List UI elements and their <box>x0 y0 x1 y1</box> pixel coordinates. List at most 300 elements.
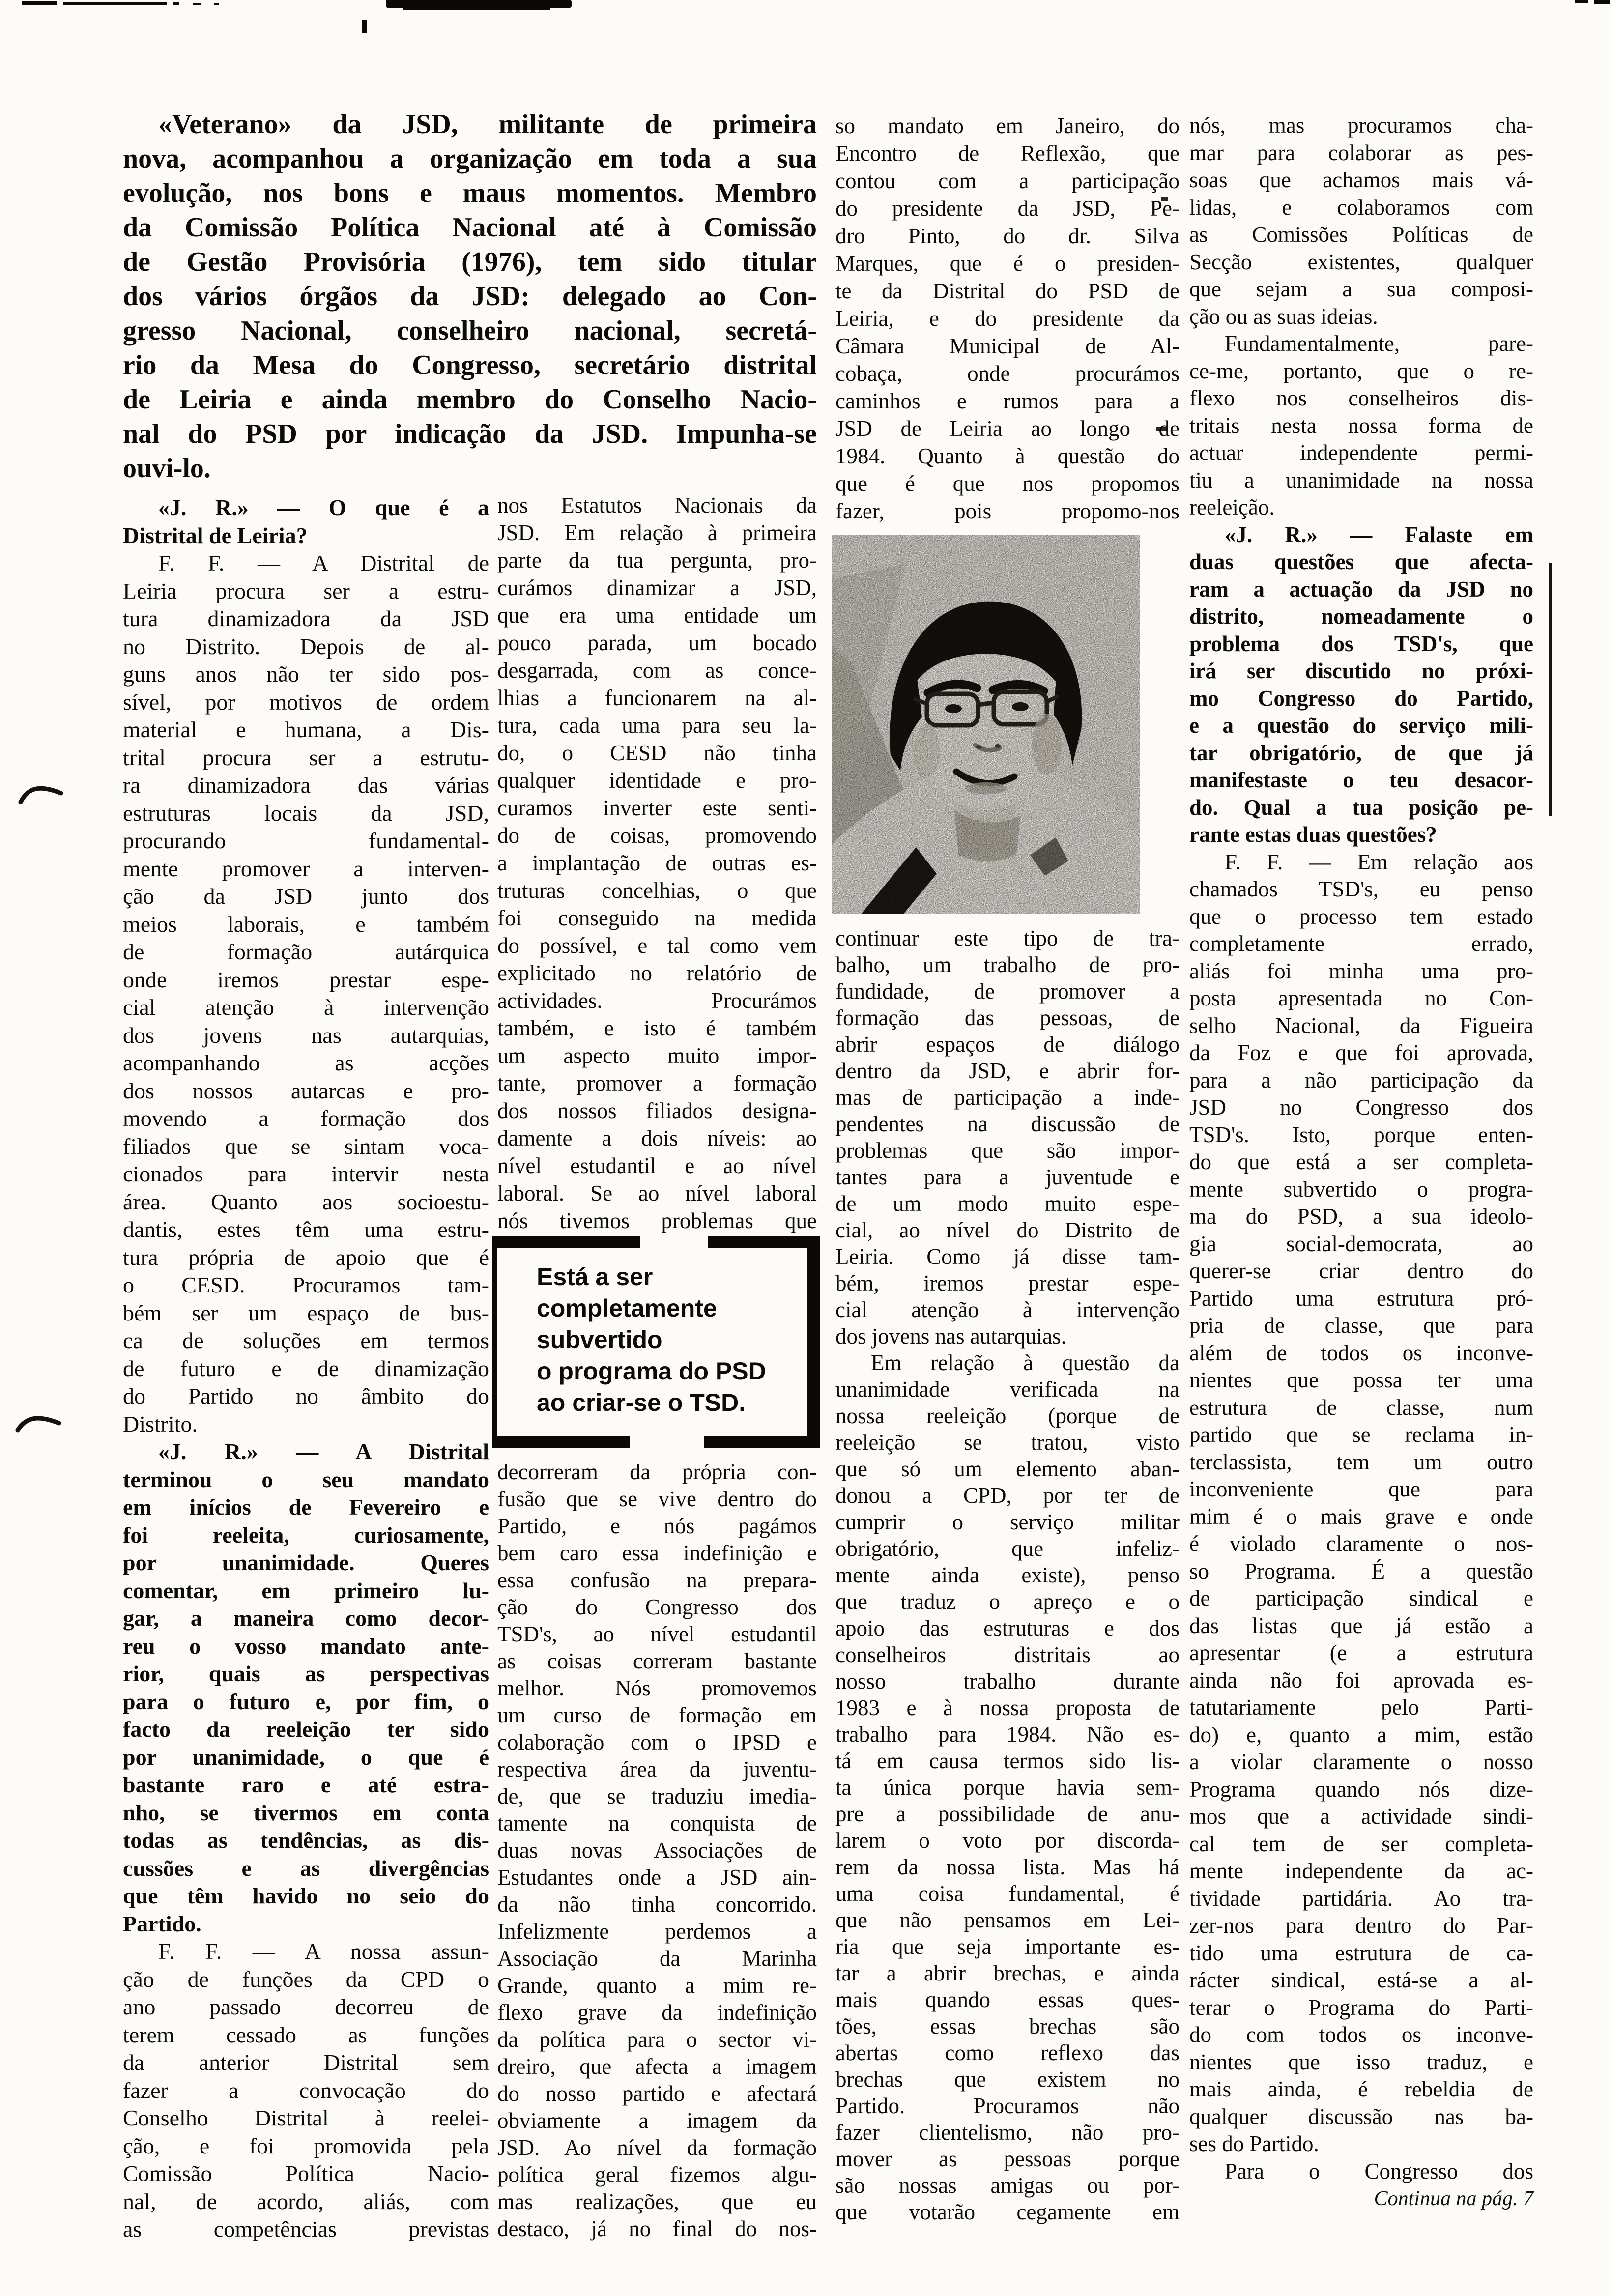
text-line: nós tivemos problemas que <box>497 1208 817 1233</box>
text-line: tura própria de apoio que é <box>123 1244 489 1270</box>
text-line: terar o Programa do Parti- <box>1189 1995 1533 2020</box>
text-line: nível estudantil e ao nível <box>497 1153 817 1178</box>
text-line: Leiria, e do presidente da <box>835 306 1180 331</box>
text-line: mas realizações, que eu <box>497 2189 817 2214</box>
text-line: 1983 e à nossa proposta de <box>835 1695 1180 1720</box>
text-line: cumprir o serviço militar <box>835 1510 1180 1534</box>
text-line: nientes que isso traduz, e <box>1189 2049 1533 2074</box>
text-line: duas novas Associações de <box>497 1838 817 1863</box>
text-line: rácter sindical, está-se a al- <box>1189 1968 1533 1992</box>
text-line: conselheiros distritais ao <box>835 1642 1180 1667</box>
text-line: que traduz o apreço e o <box>835 1589 1180 1614</box>
text-line: a violar claramente o nosso <box>1189 1750 1533 1774</box>
text-block <box>1189 2158 1533 2185</box>
text-line: tividade partidária. Ao tra- <box>1189 1886 1533 1911</box>
text-line: tante, promover a formação <box>497 1071 817 1095</box>
text-line: cial atenção à intervenção <box>123 995 489 1020</box>
text-line: destaco, já no final do nos- <box>497 2216 817 2241</box>
text-line: ta única porque havia sem- <box>835 1775 1180 1800</box>
text-line: flexo nos conselheiros dis- <box>1189 386 1533 410</box>
text-line: de futuro e de dinamização <box>123 1355 489 1381</box>
column-2-lower <box>497 1459 817 2242</box>
text-line: acompanhando as acções <box>123 1050 489 1075</box>
pull-quote-border <box>704 1436 820 1448</box>
text-line: nosso trabalho durante <box>835 1669 1180 1693</box>
text-line: Infelizmente perdemos a <box>497 1919 817 1944</box>
text-line: bém, iremos prestar espe- <box>835 1271 1180 1295</box>
text-line: e a questão do serviço mili- <box>1189 713 1533 738</box>
text-line: actividades. Procurámos <box>497 988 817 1013</box>
text-block <box>497 1459 817 2242</box>
text-block <box>1189 112 1533 521</box>
text-line: bastante raro e até estra- <box>123 1772 489 1797</box>
text-line: do possível, e tal como vem <box>497 933 817 958</box>
text-line: tar obrigatório, de que já <box>1189 740 1533 765</box>
text-line: filiados que se sintam voca- <box>123 1133 489 1159</box>
text-line: área. Quanto aos socioestu- <box>123 1189 489 1214</box>
text-line: do) e, quanto a mim, estão <box>1189 1722 1533 1747</box>
margin-mark <box>15 1411 62 1437</box>
pull-quote-border <box>708 1236 820 1248</box>
text-line: donou a CPD, por ter de <box>835 1483 1180 1508</box>
text-line: apresentar (e a estrutura <box>1189 1640 1533 1665</box>
text-line: mente promover a interven- <box>123 856 489 881</box>
text-line: tá em causa termos sido lis- <box>835 1749 1180 1773</box>
text-line: larem o voto por discorda- <box>835 1828 1180 1853</box>
text-line: Estudantes onde a JSD ain- <box>497 1865 817 1890</box>
text-line: colaboração com o IPSD e <box>497 1730 817 1754</box>
text-line: que só um elemento aban- <box>835 1457 1180 1481</box>
text-line: tura, cada uma para seu la- <box>497 713 817 738</box>
text-line: partido que se reclama in- <box>1189 1422 1533 1447</box>
text-line: essa confusão na prepara- <box>497 1568 817 1592</box>
text-block <box>835 925 1180 1349</box>
text-line: Distrito. <box>123 1411 198 1436</box>
text-line: do que está a ser completa- <box>1189 1149 1533 1174</box>
text-line: rio da Mesa do Congresso, secretário distrital <box>123 350 817 380</box>
text-line: terclassista, tem um outro <box>1189 1449 1533 1474</box>
text-line: reeleição se tratou, visto <box>835 1430 1180 1455</box>
text-line: balho, um trabalho de pro- <box>835 952 1180 977</box>
text-line: Distrital de Leiria? <box>123 522 308 548</box>
text-line: tritais nesta nossa forma de <box>1189 413 1533 438</box>
text-block <box>123 1938 489 2243</box>
question-block <box>123 494 489 549</box>
text-line: para a não participação da <box>1189 1067 1533 1092</box>
text-line: para o futuro e, por fim, o <box>123 1689 489 1714</box>
text-line: Grande, quanto a mim re- <box>497 1973 817 1998</box>
text-line: truturas concelhias, o que <box>497 878 817 903</box>
text-line: de Gestão Provisória (1976), tem sido titular <box>123 247 817 277</box>
text-line: Comissão Política Nacio- <box>123 2161 489 2186</box>
text-line: que era uma entidade um <box>497 603 817 628</box>
text-line: mente independente da ac- <box>1189 1859 1533 1883</box>
text-line: cal tem de ser completa- <box>1189 1831 1533 1856</box>
text-line: fazer a convocação do <box>123 2077 489 2103</box>
text-line: cussões e as divergências <box>123 1855 489 1881</box>
text-line: nós, mas procuramos cha- <box>1189 113 1533 138</box>
scan-artifact <box>1575 0 1588 3</box>
text-line: ção do Congresso dos <box>497 1595 817 1619</box>
text-line: ra dinamizadora das várias <box>123 773 489 798</box>
text-line: facto da reeleição ter sido <box>123 1717 489 1742</box>
text-line: tido uma estrutura de ca- <box>1189 1940 1533 1965</box>
scan-artifact <box>173 2 179 5</box>
text-line: que votarão cegamente em <box>835 2200 1180 2224</box>
text-line: so mandato em Janeiro, do <box>835 114 1180 138</box>
text-line: lidas, e colaboramos com <box>1189 195 1533 220</box>
text-line: F. F. — A Distrital de <box>158 550 489 575</box>
text-line: bem caro essa indefinição e <box>497 1541 817 1565</box>
text-line: da política para o sector vi- <box>497 2027 817 2052</box>
text-line: onde iremos prestar espe- <box>123 967 489 992</box>
text-block <box>835 112 1180 525</box>
text-line: ção da JSD junto dos <box>123 884 489 909</box>
text-line: problemas que são impor- <box>835 1138 1180 1163</box>
text-line: de Leiria e ainda membro do Conselho Nacio- <box>123 384 817 415</box>
text-line: em inícios de Fevereiro e <box>123 1494 489 1520</box>
text-line: cial atenção à intervenção <box>835 1297 1180 1322</box>
text-line: caminhos e rumos para a <box>835 389 1180 413</box>
text-line: nal, de acordo, aliás, com <box>123 2188 489 2214</box>
text-line: Em relação à questão da <box>871 1350 1180 1375</box>
text-line: TSD's. Isto, porque enten- <box>1189 1122 1533 1147</box>
text-line: parte da tua pergunta, pro- <box>497 548 817 573</box>
text-line: gresso Nacional, conselheiro nacional, secretá- <box>123 316 817 346</box>
text-line: dantis, estes têm uma estru- <box>123 1217 489 1242</box>
text-line: as competências previstas <box>123 2216 489 2241</box>
text-line: zer-nos para dentro do Par- <box>1189 1913 1533 1938</box>
text-line: trabalho para 1984. Não es- <box>835 1722 1180 1747</box>
text-line: dos nossos autarcas e pro- <box>123 1078 489 1103</box>
text-line: política geral fizemos algu- <box>497 2162 817 2187</box>
text-line: ses do Partido. <box>1189 2131 1319 2156</box>
text-line: cial, ao nível do Distrito de <box>835 1218 1180 1242</box>
text-line: flexo grave da indefinição <box>497 2000 817 2025</box>
text-line: dreiro, que afecta a imagem <box>497 2054 817 2079</box>
text-line: cobaça, onde procurámos <box>835 361 1180 386</box>
text-line: evolução, nos bons e maus momentos. Membro <box>123 178 817 208</box>
text-line: ca de soluções em termos <box>123 1328 489 1353</box>
text-block <box>835 1349 1180 2225</box>
column-1 <box>123 494 489 2243</box>
text-line: mim é o mais grave e onde <box>1189 1504 1533 1529</box>
text-line: tatutariamente pelo Parti- <box>1189 1695 1533 1720</box>
text-line: um curso de formação em <box>497 1703 817 1727</box>
text-line: aliás foi minha uma pro- <box>1189 958 1533 983</box>
text-line: «Veterano» da JSD, militante de primeira <box>158 109 817 140</box>
pull-quote-line: o programa do PSD <box>537 1357 766 1385</box>
text-line: Conselho Distrital à reelei- <box>123 2105 489 2130</box>
text-line: da Comissão Política Nacional até à Comissão <box>123 212 817 243</box>
text-line: F. F. — Em relação aos <box>1225 849 1533 874</box>
margin-mark <box>18 782 65 808</box>
text-line: que não pensamos em Lei- <box>835 1908 1180 1932</box>
text-line: Câmara Municipal de Al- <box>835 334 1180 358</box>
text-line: material e humana, a Dis- <box>123 717 489 742</box>
text-line: todas as tendências, as dis- <box>123 1828 489 1853</box>
scan-artifact <box>22 1 57 5</box>
text-line: reu o vosso mandato ante- <box>123 1633 489 1659</box>
text-line: que é que nos propomos <box>835 471 1180 496</box>
text-line: fusão que se vive dentro do <box>497 1487 817 1511</box>
text-line: mover as pessoas porque <box>835 2147 1180 2171</box>
text-line: problema dos TSD's, que <box>1189 631 1533 656</box>
text-line: mais quando essas ques- <box>835 1987 1180 2012</box>
text-line: terminou o seu mandato <box>123 1466 489 1492</box>
text-line: que têm havido no seio do <box>123 1883 489 1908</box>
text-line: TSD's, ao nível estudantil <box>497 1622 817 1646</box>
text-line: Para o Congresso dos <box>1225 2158 1533 2183</box>
text-line: qualquer identidade e pro- <box>497 768 817 793</box>
text-line: chamados TSD's, eu penso <box>1189 877 1533 901</box>
text-line: comentar, em primeiro lu- <box>123 1578 489 1603</box>
column-2-upper <box>497 491 817 1234</box>
text-line: actuar independente permi- <box>1189 440 1533 465</box>
text-line: JSD. Ao nível da formação <box>497 2135 817 2160</box>
scan-artifact <box>1594 0 1610 4</box>
text-line: qualquer discussão nas ba- <box>1189 2104 1533 2129</box>
text-line: do. Qual a tua posição pe- <box>1189 795 1533 820</box>
column-3-upper <box>835 112 1180 525</box>
text-line: trital procura ser a estrutu- <box>123 745 489 770</box>
text-line: nos Estatutos Nacionais da <box>497 493 817 517</box>
text-block <box>123 549 489 1438</box>
text-line: de formação autárquica <box>123 939 489 964</box>
text-line: respectiva área da juventu- <box>497 1757 817 1781</box>
text-line: do Partido no âmbito do <box>123 1383 489 1408</box>
pull-quote-border <box>492 1436 630 1448</box>
text-line: do com todos os inconve- <box>1189 2022 1533 2047</box>
margin-rule <box>1549 563 1552 816</box>
text-line: dos vários órgãos da JSD: delegado ao Con- <box>123 281 817 312</box>
text-line: movendo a formação dos <box>123 1106 489 1131</box>
portrait-photo <box>832 535 1140 914</box>
text-line: ainda não foi aprovada es- <box>1189 1667 1533 1693</box>
text-line: rior, quais as perspectivas <box>123 1661 489 1686</box>
text-line: tões, essas brechas são <box>835 2014 1180 2038</box>
text-line: além de todos os inconve- <box>1189 1340 1533 1365</box>
text-line: tar a abrir brechas, e ainda <box>835 1961 1180 1985</box>
text-line: da Foz e que foi aprovada, <box>1189 1040 1533 1065</box>
text-line: Partido, e nós pagámos <box>497 1514 817 1538</box>
text-line: fazer, pois propomo-nos <box>835 499 1180 523</box>
pull-quote-border <box>492 1236 497 1448</box>
text-line: ma do PSD, a sua ideolo- <box>1189 1204 1533 1229</box>
text-line: ção de funções da CPD o <box>123 1966 489 1992</box>
text-line: tiu a unanimidade na nossa <box>1189 467 1533 492</box>
text-line: mos que a actividade sindi- <box>1189 1804 1533 1829</box>
text-line: foi reeleita, curiosamente, <box>123 1522 489 1548</box>
text-line: contou com a participação <box>835 169 1180 193</box>
text-line: JSD no Congresso dos <box>1189 1095 1533 1119</box>
text-line: as coisas correram bastante <box>497 1649 817 1673</box>
text-line: por unanimidade. Queres <box>123 1550 489 1575</box>
text-block <box>497 491 817 1234</box>
text-line: mente subvertido o progra- <box>1189 1177 1533 1202</box>
text-line: ano passado decorreu de <box>123 1994 489 2019</box>
text-line: JSD de Leiria ao longo de <box>835 416 1180 441</box>
question-block <box>123 1438 489 1938</box>
text-line: é violado claramente o nos- <box>1189 1531 1533 1556</box>
text-line: curamos inverter este senti- <box>497 796 817 820</box>
text-line: terem cessado as funções <box>123 2022 489 2047</box>
text-line: abrir espaços de diálogo <box>835 1032 1180 1057</box>
text-line: laboral. Se ao nível laboral <box>497 1181 817 1205</box>
text-line: apoio das estruturas e dos <box>835 1616 1180 1640</box>
text-line: Fundamentalmente, pare- <box>1225 331 1533 356</box>
scan-artifact <box>63 2 167 5</box>
text-line: ção ou as suas ideias. <box>1189 304 1378 329</box>
text-line: pendentes na discussão de <box>835 1112 1180 1136</box>
column-3-lower <box>835 925 1180 2225</box>
text-line: ria que seja importante es- <box>835 1934 1180 1959</box>
text-line: «J. R.» — O que é a <box>158 495 489 520</box>
text-line: querer-se criar dentro do <box>1189 1259 1533 1283</box>
pull-quote-box <box>492 1236 820 1448</box>
scan-artifact <box>403 7 550 10</box>
text-line: ção, e foi promovida pela <box>123 2133 489 2158</box>
text-line: inconveniente que para <box>1189 1477 1533 1501</box>
text-line: rem da nossa lista. Mas há <box>835 1855 1180 1879</box>
text-line: um aspecto muito impor- <box>497 1043 817 1068</box>
text-line: das listas que já estão a <box>1189 1613 1533 1638</box>
text-line: do de coisas, promovendo <box>497 823 817 848</box>
text-line: ouvi-lo. <box>123 453 211 484</box>
text-line: soas que achamos mais vá- <box>1189 168 1533 192</box>
pull-quote-line: subvertido <box>537 1326 662 1353</box>
text-line: desgarrada, com as conce- <box>497 658 817 683</box>
text-line: do presidente da JSD, Pe- <box>835 196 1180 221</box>
text-line: lhias a funcionarem na al- <box>497 686 817 710</box>
question-block <box>123 107 817 486</box>
text-line: cionados para intervir nesta <box>123 1161 489 1186</box>
text-line: dos jovens nas autarquias, <box>123 1022 489 1048</box>
text-line: manifestaste o teu desacor- <box>1189 768 1533 792</box>
text-line: te da Distrital do PSD de <box>835 279 1180 303</box>
text-line: as Comissões Políticas de <box>1189 222 1533 247</box>
text-line: são nossas amigas ou por- <box>835 2173 1180 2198</box>
intro-paragraph <box>123 107 817 486</box>
text-line: por unanimidade, o que é <box>123 1744 489 1770</box>
text-line: da anterior Distrital sem <box>123 2050 489 2075</box>
text-line: pria de classe, que para <box>1189 1313 1533 1338</box>
text-line: «J. R.» — Falaste em <box>1225 522 1533 547</box>
text-line: dos jovens nas autarquias. <box>835 1324 1066 1349</box>
text-line: completamente errado, <box>1189 931 1533 956</box>
text-line: procurando fundamental- <box>123 828 489 853</box>
text-line: posta apresentada no Con- <box>1189 986 1533 1010</box>
text-line: gar, a maneira como decor- <box>123 1606 489 1631</box>
text-line: Partido. Procuramos não <box>835 2094 1180 2118</box>
text-line: Associação da Marinha <box>497 1946 817 1971</box>
text-line: fazer clientelismo, não pro- <box>835 2120 1180 2145</box>
text-line: nho, se tivermos em conta <box>123 1800 489 1825</box>
text-line: tamente na conquista de <box>497 1811 817 1836</box>
text-line: pouco parada, um bocado <box>497 631 817 655</box>
text-line: de participação sindical e <box>1189 1586 1533 1610</box>
text-line: de, que se traduziu imedia- <box>497 1784 817 1808</box>
text-line: Marques, que é o presiden- <box>835 251 1180 276</box>
text-line: obrigatório, que infeliz- <box>835 1536 1180 1561</box>
text-line: meios laborais, e também <box>123 911 489 937</box>
pull-quote-border <box>807 1236 820 1448</box>
text-line: duas questões que afecta- <box>1189 549 1533 574</box>
pull-quote-text <box>537 1261 802 1418</box>
text-line: mo Congresso do Partido, <box>1189 686 1533 711</box>
text-line: mar para colaborar as pes- <box>1189 140 1533 165</box>
text-line: nova, acompanhou a organização em toda a sua <box>123 144 817 174</box>
text-line: do nosso partido e afectará <box>497 2081 817 2106</box>
text-line: de um modo muito espe- <box>835 1191 1180 1216</box>
text-line: guns anos não ter sido pos- <box>123 661 489 687</box>
text-line: o CESD. Procuramos tam- <box>123 1272 489 1297</box>
text-line: gia social-democrata, ao <box>1189 1231 1533 1256</box>
text-line: reeleição. <box>1189 495 1275 519</box>
text-line: obviamente a imagem da <box>497 2108 817 2133</box>
text-line: da não tinha concorrido. <box>497 1892 817 1917</box>
text-line: curámos dinamizar a JSD, <box>497 575 817 600</box>
text-line: estruturas locais da JSD, <box>123 800 489 826</box>
text-line: unanimidade verificada na <box>835 1377 1180 1402</box>
text-line: que o processo tem estado <box>1189 904 1533 929</box>
text-line: decorreram da própria con- <box>497 1460 817 1484</box>
text-line: damente a dois níveis: ao <box>497 1126 817 1150</box>
column-4 <box>1189 112 1533 2185</box>
text-line: tantes para a juventude e <box>835 1165 1180 1189</box>
pull-quote-line: completamente <box>537 1294 717 1322</box>
text-line: irá ser discutido no próxi- <box>1189 659 1533 683</box>
text-line: sível, por motivos de ordem <box>123 689 489 715</box>
text-line: nientes que possa ter uma <box>1189 1368 1533 1392</box>
text-line: «J. R.» — A Distrital <box>158 1439 489 1464</box>
text-line: continuar este tipo de tra- <box>835 926 1180 950</box>
text-line: fundidade, de promover a <box>835 979 1180 1004</box>
text-line: Partido. <box>123 1911 202 1936</box>
text-line: também, e isto é também <box>497 1016 817 1040</box>
text-line: bém ser um espaço de bus- <box>123 1300 489 1325</box>
text-line: Partido uma estrutura pró- <box>1189 1286 1533 1311</box>
text-line: mais ainda, é rebeldia de <box>1189 2077 1533 2101</box>
text-line: 1984. Quanto à questão do <box>835 444 1180 468</box>
text-line: Leiria procura ser a estru- <box>123 578 489 603</box>
text-line: brechas que existem no <box>835 2067 1180 2092</box>
text-line: pre a possibilidade de anu- <box>835 1802 1180 1826</box>
text-line: Programa quando nós dize- <box>1189 1777 1533 1802</box>
text-line: nossa reeleição (porque de <box>835 1404 1180 1428</box>
text-line: foi conseguido na medida <box>497 906 817 930</box>
text-line: dos nossos filiados designa- <box>497 1098 817 1123</box>
text-line: que sejam a sua composi- <box>1189 277 1533 301</box>
text-line: selho Nacional, da Figueira <box>1189 1013 1533 1038</box>
text-line: mas de participação a inde- <box>835 1085 1180 1110</box>
continuation-notice: Continua na pág. 7 <box>1374 2187 1533 2210</box>
text-line: Encontro de Reflexão, que <box>835 141 1180 166</box>
text-line: explicitado no relatório de <box>497 961 817 985</box>
text-line: uma coisa fundamental, é <box>835 1881 1180 1906</box>
text-line: Secção existentes, qualquer <box>1189 249 1533 274</box>
text-line: dentro da JSD, e abrir for- <box>835 1059 1180 1083</box>
text-line: a implantação de outras es- <box>497 851 817 875</box>
text-line: ce-me, portanto, que o re- <box>1189 358 1533 383</box>
text-line: do, o CESD não tinha <box>497 741 817 765</box>
text-line: melhor. Nós promovemos <box>497 1676 817 1700</box>
question-block <box>1189 521 1533 849</box>
text-line: abertas como reflexo das <box>835 2040 1180 2065</box>
text-line: distrito, nomeadamente o <box>1189 604 1533 629</box>
text-line: JSD. Em relação à primeira <box>497 520 817 545</box>
scan-artifact <box>362 20 367 33</box>
